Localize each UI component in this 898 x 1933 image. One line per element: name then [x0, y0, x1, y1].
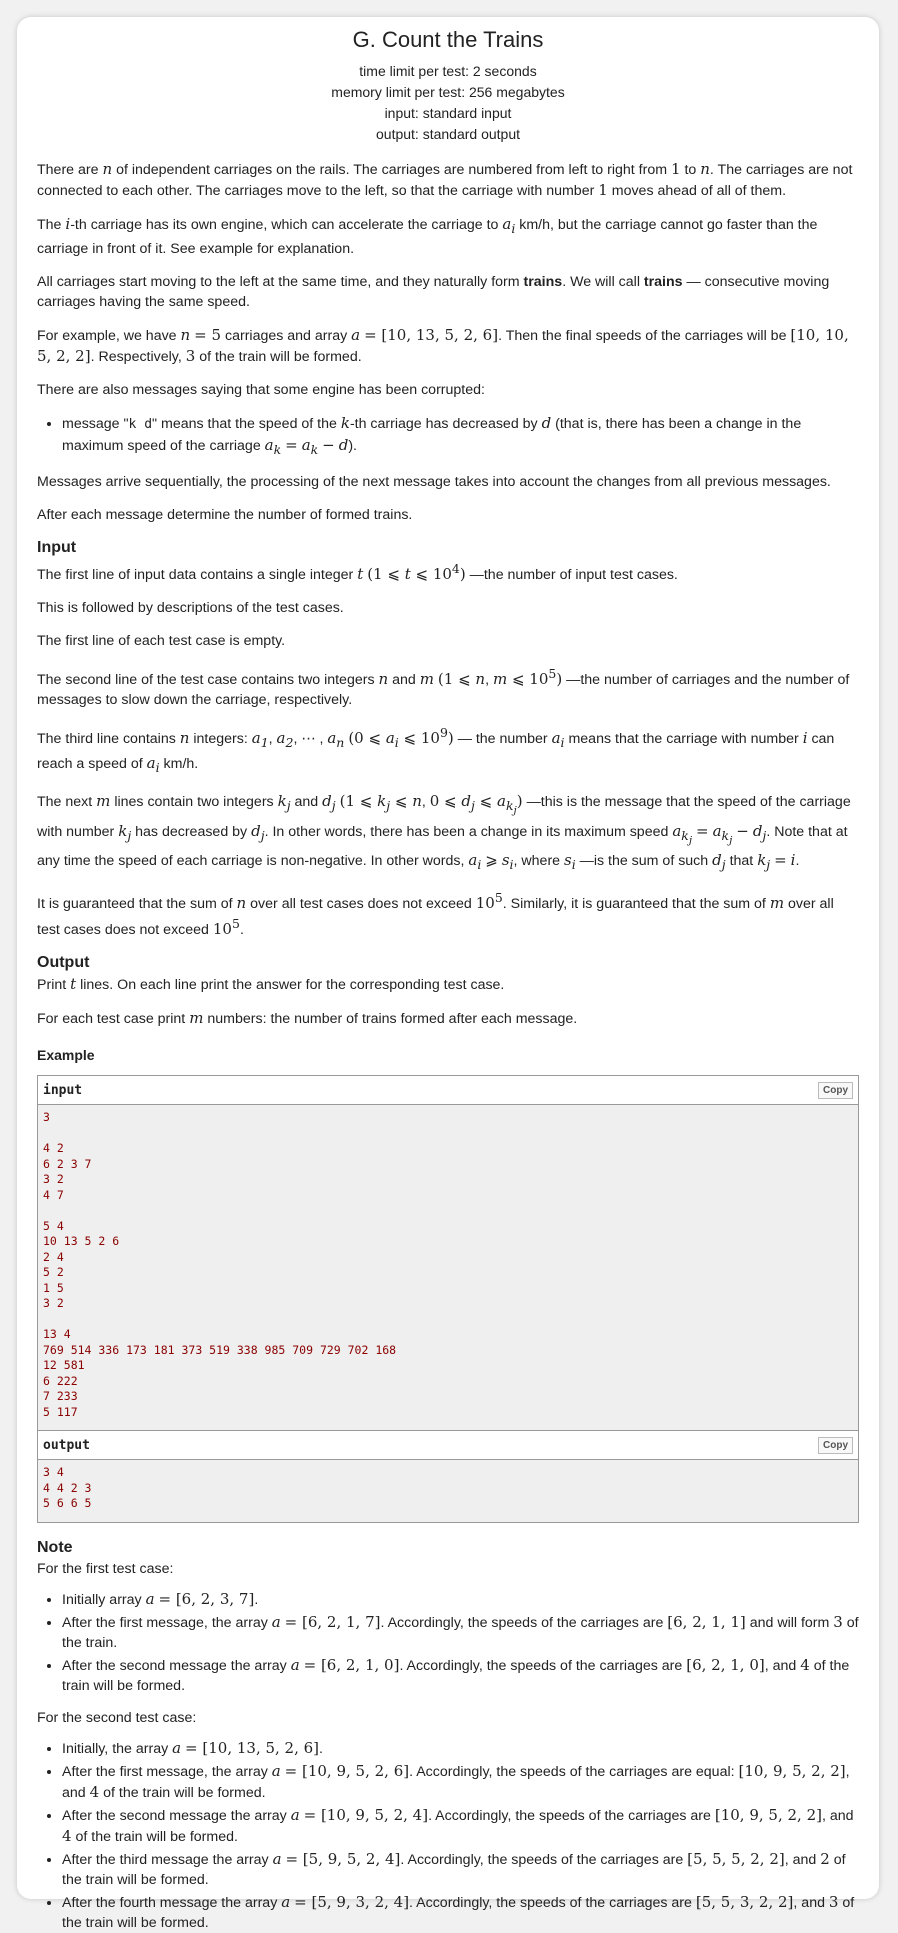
time-limit: time limit per test: 2 seconds [359, 63, 537, 79]
copy-output-button[interactable]: Copy [818, 1437, 853, 1454]
input-paragraph: The next m lines contain two integers $k_j$ and $d_j$ (1 ⩽ $k_j$ ⩽ n, 0 ⩽ $d_j$ ⩽ $a_{k_j}$) —this is the message that the speed of the carriage with number $k_j$ has decreased by $d_j$. In other words, there has been a change in its maximum speed $a_{k_j} = a_{k_j} - d_j$. Note that at any time the speed of each carriage is non-negative. In other words, $a_i$ ⩾ $s_i$, where $s_i$ —is the sum of such $d_j$ that $k_j = i$. [37, 792, 851, 872]
list-item: • After the second message the array a = [6, 2, 1, 0]. Accordingly, the speeds of the carriages are [6, 2, 1, 0], and 4 of the train will be formed. [62, 1655, 859, 1696]
input-section-title: Input [37, 539, 77, 556]
input-paragraph: The first line of input data contains a single integer t (1 ⩽ t ⩽ $10^4$) —the number of input test cases. [37, 561, 678, 583]
input-box-header [38, 1076, 858, 1105]
note-title: Note [37, 1538, 73, 1556]
note-second-intro: For the second test case: [37, 1709, 197, 1726]
legend-paragraph: For example, we have n = 5 carriages and array a = [10, 13, 5, 2, 6]. Then the final speeds of the carriages will be [10, 10, 5, 2, 2]. Respectively, 3 of the train will be formed. [37, 326, 849, 365]
message-list [37, 413, 859, 460]
copy-input-button[interactable]: Copy [818, 1082, 853, 1099]
legend-paragraph: All carriages start moving to the left at the same time, and they naturally form trains. We will call trains — consecutive moving carriages having the same speed. [37, 274, 830, 310]
problem-title: G. Count the Trains [352, 27, 544, 52]
note-first-intro: For the first test case: [37, 1560, 174, 1577]
example-box [37, 1075, 859, 1523]
example-output: 3 4 4 4 2 3 5 6 6 5 [38, 1460, 858, 1522]
output-section [37, 974, 859, 1029]
legend-paragraph: There are also messages saying that some engine has been corrupted: [37, 382, 485, 398]
legend-paragraph: Messages arrive sequentially, the processing of the next message takes into account the changes from all previous messages. [37, 474, 831, 490]
note-first-list [37, 1589, 859, 1696]
output-spec: output: standard output [376, 126, 520, 142]
output-box-label: output [43, 1437, 90, 1453]
list-item: • After the fourth message the array a = [5, 9, 3, 2, 4]. Accordingly, the speeds of the carriages are [5, 5, 3, 2, 2], and 3 of the train will be formed. [62, 1892, 859, 1933]
input-box-label: input [43, 1082, 83, 1098]
list-item: • Initially, the array a = [10, 13, 5, 2, 6]. [62, 1738, 859, 1759]
example-input: 3 4 2 6 2 3 7 3 2 4 7 5 4 10 13 5 2 6 2 4 5 2 1 5 3 2 13 4 769 514 336 173 181 373 519 338 985 709 729 702 168 12 581 6 222 7 233 5 117 [38, 1105, 858, 1430]
legend [37, 159, 859, 525]
list-item: • After the second message the array a = [10, 9, 5, 2, 4]. Accordingly, the speeds of the carriages are [10, 9, 5, 2, 2], and 4 of the train will be formed. [62, 1805, 859, 1847]
input-paragraph: It is guaranteed that the sum of n over all test cases does not exceed $10^5$. Similarly, it is guaranteed that the sum of m over all test cases does not exceed $10^5$. [37, 890, 834, 938]
output-box-header [38, 1430, 858, 1460]
output-paragraph: For each test case print m numbers: the number of trains formed after each message. [37, 1009, 578, 1027]
output-paragraph: Print t lines. On each line print the answer for the corresponding test case. [37, 975, 505, 993]
list-item: • After the first message, the array a = [6, 2, 1, 7]. Accordingly, the speeds of the carriages are [6, 2, 1, 1] and will form 3 of the train. [62, 1612, 859, 1653]
list-item: • After the third message the array a = [5, 9, 5, 2, 4]. Accordingly, the speeds of the carriages are [5, 5, 5, 2, 2], and 2 of the train will be formed. [62, 1849, 859, 1890]
memory-limit: memory limit per test: 256 megabytes [331, 84, 565, 100]
input-paragraph: The third line contains n integers: $a_1$, $a_2$, ⋯ , $a_n$ (0 ⩽ $a_i$ ⩽ $10^9$) — the number $a_i$ means that the carriage with number i can reach a speed of $a_i$ km/h. [37, 725, 835, 775]
input-paragraph: The second line of the test case contains two integers n and m (1 ⩽ n, m ⩽ $10^5$) —the number of carriages and the number of messages to slow down the carriage, respectively. [37, 666, 850, 708]
input-paragraph: The first line of each test case is empty. [37, 633, 286, 649]
example-title: Example [37, 1047, 95, 1063]
note-second-list [37, 1738, 859, 1933]
list-item: • After the first message, the array a = [10, 9, 5, 2, 6]. Accordingly, the speeds of the carriages are equal: [10, 9, 5, 2, 2], and 4 of the train will be formed. [62, 1761, 859, 1803]
input-spec: input: standard input [384, 105, 512, 121]
list-item: • Initially array a = [6, 2, 3, 7]. [62, 1589, 859, 1610]
output-section-title: Output [37, 954, 90, 971]
legend-paragraph: There are n of independent carriages on the rails. The carriages are numbered from left to right from 1 to n. The carriages are not connected to each other. The carriages move to the left, so that the carriage with number 1 moves ahead of all of them. [37, 160, 853, 199]
note-section [37, 1559, 859, 1933]
legend-paragraph: After each message determine the number of formed trains. [37, 507, 413, 523]
input-section [37, 559, 859, 940]
legend-paragraph: The i-th carriage has its own engine, which can accelerate the carriage to $a_i$ km/h, but the carriage cannot go faster than the carriage in front of it. See example for explanation. [37, 215, 818, 257]
input-paragraph: This is followed by descriptions of the test cases. [37, 600, 344, 616]
problem-card [17, 17, 879, 1931]
list-item: • message "k d" means that the speed of the k-th carriage has decreased by d (that is, there has been a change in the maximum speed of the carriage $a_k = a_k - d$). [62, 413, 859, 460]
